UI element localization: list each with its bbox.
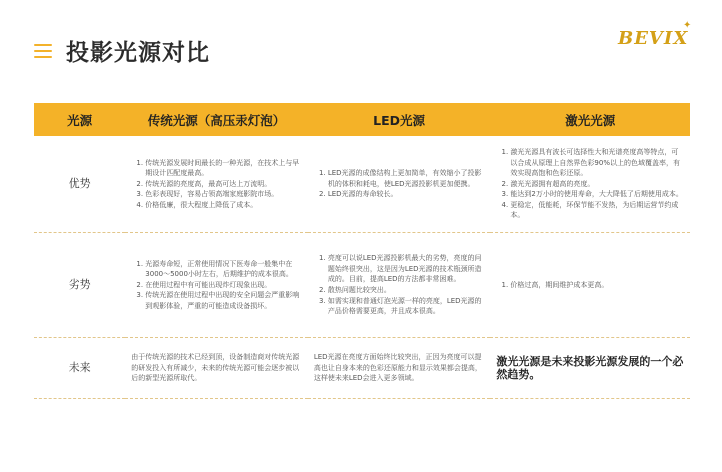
list-item: 4. 价格低廉，很大程度上降低了成本。	[145, 200, 302, 211]
list-item: 2. 散热问题比较突出。	[328, 285, 485, 296]
menu-icon[interactable]	[34, 44, 52, 62]
cell-traditional	[125, 136, 308, 233]
list-item: 3. 如需实现和普通灯泡光源一样的亮度，LED光源的产品价格需要更高，并且成本很高。	[328, 296, 485, 317]
list-item: 1. 光源寿命短，正常使用情况下医寿命一般集中在3000～5000小时左右，后期维护的成本很高。	[145, 259, 302, 280]
row-label: 未来	[34, 338, 125, 399]
cell-traditional	[125, 233, 308, 338]
list-item: 1. 激光光源具有波长可选择性大和光谱亮度高等特点，可以合成从原理上自然界色彩90%以上的色域覆盖率，有效实现高饱和色彩还原。	[510, 147, 684, 179]
table-row-disadvantages	[34, 233, 690, 338]
header-laser: 激光光源	[490, 103, 690, 136]
comparison-table	[34, 103, 690, 399]
list-item: 4. 更稳定，低能耗，环保节能不发热，为后期运营节约成本。	[510, 200, 684, 221]
list-item: 2. 激光光源拥有超高的亮度。	[510, 179, 684, 190]
cell-laser	[490, 136, 690, 233]
table-row-advantages	[34, 136, 690, 233]
cell-text: 激光光源是未来投影光源发展的一个必然趋势。	[496, 355, 684, 381]
cell-laser	[490, 338, 690, 399]
list-item: 1. LED光源的成像结构上更加简单，有效缩小了投影机的体积和耗电，使LED光源投影机更加便携。	[328, 168, 485, 189]
page-title: 投影光源对比	[66, 40, 210, 66]
table-row-future	[34, 338, 690, 399]
cell-text: 由于传统光源的技术已经到顶，设备制造商对传统光源的研发投入有所减少，未来的传统光源可能会逐步被以后的新型光源所取代。	[131, 353, 300, 383]
row-label: 优势	[34, 136, 125, 233]
list-item: 1. 传统光源发展时间最长的一种光源，在技术上与早期设计匹配度最高。	[145, 158, 302, 179]
header-traditional: 传统光源（高压汞灯泡）	[125, 103, 308, 136]
cell-text: LED光源在亮度方面始终比较突出，正因为亮度可以提高也让自身本来的色彩还原能力和显示效果都会提高，这样使未来LED会进入更多领域。	[313, 353, 482, 383]
list-item: 3. 传统光源在使用过程中出现的安全问题会严重影响到观影体验，严重的可能造成设备损坏。	[145, 290, 302, 311]
header-led: LED光源	[308, 103, 491, 136]
cell-led	[308, 233, 491, 338]
list-item: 2. 在使用过程中有可能出现炸灯现象出现。	[145, 280, 302, 291]
cell-led	[308, 338, 491, 399]
brand-logo: BEVIX	[618, 28, 689, 49]
cell-led	[308, 136, 491, 233]
list-item: 1. 亮度可以说LED光源投影机最大的劣势，亮度的问题始终很突出，这是因为LED光源的技术瓶颈所造成的。目前，提高LED的方法都非常困难。	[328, 253, 485, 285]
table-header-row	[34, 103, 690, 136]
logo-star-icon: ✦	[683, 20, 692, 31]
list-item: 3. 能达到2万小时的使用寿命，大大降低了后期使用成本。	[510, 189, 684, 200]
cell-laser	[490, 233, 690, 338]
cell-traditional	[125, 338, 308, 399]
list-item: 3. 色彩表现好，容易占领高端家庭影院市场。	[145, 189, 302, 200]
list-item: 1. 价格过高，期间维护成本更高。	[510, 280, 684, 291]
list-item: 2. 传统光源的亮度高，最高可达上万流明。	[145, 179, 302, 190]
header-source: 光源	[34, 103, 125, 136]
row-label: 劣势	[34, 233, 125, 338]
list-item: 2. LED光源的寿命较长。	[328, 189, 485, 200]
